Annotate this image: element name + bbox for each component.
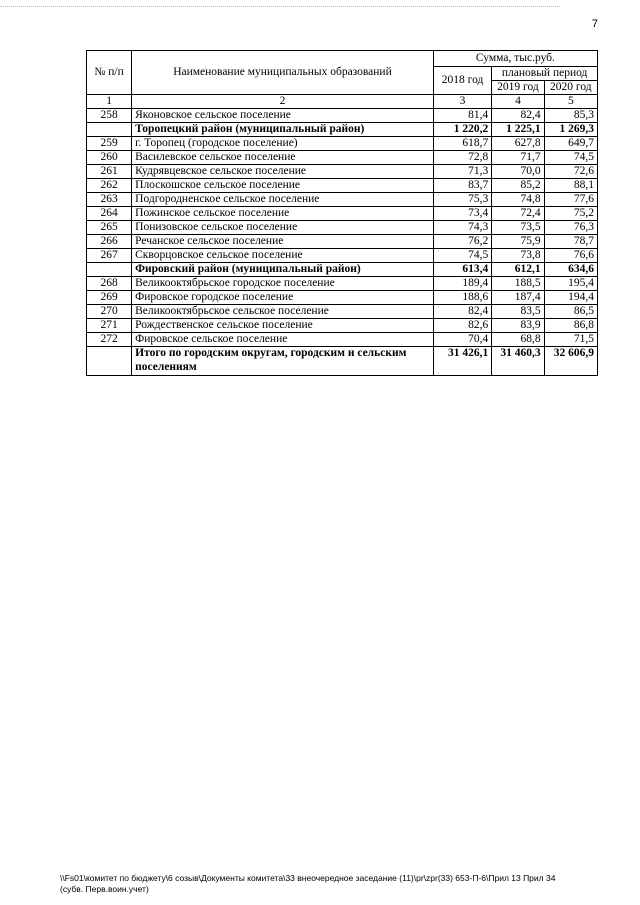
scan-top-rule xyxy=(0,6,560,7)
row-value-2020: 1 269,3 xyxy=(544,123,597,137)
table-row xyxy=(87,179,598,193)
header-year-2019: 2019 год xyxy=(492,81,544,95)
total-row xyxy=(87,347,598,376)
row-value-2019: 71,7 xyxy=(492,151,544,165)
row-number: 268 xyxy=(87,277,132,291)
row-value-2018: 72,8 xyxy=(433,151,491,165)
table-row xyxy=(87,291,598,305)
row-name: Великооктябрьское сельское поселение xyxy=(132,305,434,319)
row-value-2019: 83,5 xyxy=(492,305,544,319)
row-value-2020: 86,8 xyxy=(544,319,597,333)
row-value-2018: 188,6 xyxy=(433,291,491,305)
footer-file-path: \\Fs01\комитет по бюджету\6 созыв\Документы комитета\33 внеочередное заседание (11)\pr\zpr(33) 653-П-6\Прил 13 Прил 34 (субв. Перв.воин.учет) xyxy=(60,873,556,894)
row-value-2019: 68,8 xyxy=(492,333,544,347)
row-number xyxy=(87,123,132,137)
row-value-2019: 75,9 xyxy=(492,235,544,249)
row-value-2018: 189,4 xyxy=(433,277,491,291)
row-value-2020: 76,3 xyxy=(544,221,597,235)
table-row xyxy=(87,305,598,319)
row-value-2018: 82,4 xyxy=(433,305,491,319)
row-value-2020: 72,6 xyxy=(544,165,597,179)
row-value-2018: 73,4 xyxy=(433,207,491,221)
row-number: 261 xyxy=(87,165,132,179)
header-plan-period: плановый период xyxy=(492,67,598,81)
row-value-2019: 188,5 xyxy=(492,277,544,291)
row-value-2020: 649,7 xyxy=(544,137,597,151)
table-row xyxy=(87,333,598,347)
column-index-cell: 1 xyxy=(87,95,132,109)
row-number: 259 xyxy=(87,137,132,151)
row-value-2019: 1 225,1 xyxy=(492,123,544,137)
total-number xyxy=(87,347,132,376)
row-value-2019: 70,0 xyxy=(492,165,544,179)
row-number: 272 xyxy=(87,333,132,347)
row-value-2020: 76,6 xyxy=(544,249,597,263)
row-value-2020: 71,5 xyxy=(544,333,597,347)
row-value-2018: 74,5 xyxy=(433,249,491,263)
district-row xyxy=(87,263,598,277)
row-name: Скворцовское сельское поселение xyxy=(132,249,434,263)
column-index-cell: 5 xyxy=(544,95,597,109)
row-value-2019: 74,8 xyxy=(492,193,544,207)
table-row xyxy=(87,109,598,123)
row-value-2019: 82,4 xyxy=(492,109,544,123)
row-value-2018: 74,3 xyxy=(433,221,491,235)
total-value-2019: 31 460,3 xyxy=(492,347,544,376)
row-value-2018: 83,7 xyxy=(433,179,491,193)
total-value-2018: 31 426,1 xyxy=(433,347,491,376)
row-number: 263 xyxy=(87,193,132,207)
district-row xyxy=(87,123,598,137)
table-row xyxy=(87,207,598,221)
row-name: Плоскошское сельское поселение xyxy=(132,179,434,193)
row-value-2020: 195,4 xyxy=(544,277,597,291)
row-value-2020: 85,3 xyxy=(544,109,597,123)
row-name: г. Торопец (городское поселение) xyxy=(132,137,434,151)
table-row xyxy=(87,137,598,151)
table-row xyxy=(87,249,598,263)
row-name: Торопецкий район (муниципальный район) xyxy=(132,123,434,137)
header-num: № п/п xyxy=(87,51,132,95)
budget-table xyxy=(86,50,598,376)
table-row xyxy=(87,193,598,207)
row-value-2020: 77,6 xyxy=(544,193,597,207)
row-value-2020: 88,1 xyxy=(544,179,597,193)
row-value-2019: 73,8 xyxy=(492,249,544,263)
column-index-row xyxy=(87,95,598,109)
row-name: Речанское сельское поселение xyxy=(132,235,434,249)
row-value-2020: 634,6 xyxy=(544,263,597,277)
row-number: 265 xyxy=(87,221,132,235)
row-number: 271 xyxy=(87,319,132,333)
row-value-2018: 81,4 xyxy=(433,109,491,123)
header-year-2018: 2018 год xyxy=(433,67,491,95)
row-value-2019: 85,2 xyxy=(492,179,544,193)
row-value-2019: 83,9 xyxy=(492,319,544,333)
row-number: 270 xyxy=(87,305,132,319)
table-row xyxy=(87,151,598,165)
row-value-2020: 86,5 xyxy=(544,305,597,319)
row-number: 262 xyxy=(87,179,132,193)
header-sum: Сумма, тыс.руб. xyxy=(433,51,597,67)
row-name: Василевское сельское поселение xyxy=(132,151,434,165)
row-value-2018: 76,2 xyxy=(433,235,491,249)
row-name: Фировское городское поселение xyxy=(132,291,434,305)
column-index-cell: 3 xyxy=(433,95,491,109)
header-year-2020: 2020 год xyxy=(544,81,597,95)
row-value-2020: 78,7 xyxy=(544,235,597,249)
row-name: Подгородненское сельское поселение xyxy=(132,193,434,207)
row-value-2020: 74,5 xyxy=(544,151,597,165)
row-name: Кудрявцевское сельское поселение xyxy=(132,165,434,179)
row-number: 260 xyxy=(87,151,132,165)
table-row xyxy=(87,319,598,333)
table-row xyxy=(87,277,598,291)
table-body xyxy=(87,109,598,376)
row-value-2019: 72,4 xyxy=(492,207,544,221)
row-name: Рождественское сельское поселение xyxy=(132,319,434,333)
row-number xyxy=(87,263,132,277)
row-name: Фировское сельское поселение xyxy=(132,333,434,347)
column-index-cell: 4 xyxy=(492,95,544,109)
row-name: Понизовское сельское поселение xyxy=(132,221,434,235)
row-value-2018: 1 220,2 xyxy=(433,123,491,137)
row-value-2019: 612,1 xyxy=(492,263,544,277)
table-row xyxy=(87,221,598,235)
column-index-cell: 2 xyxy=(132,95,434,109)
row-value-2018: 618,7 xyxy=(433,137,491,151)
total-name: Итого по городским округам, городским и сельским поселениям xyxy=(132,347,434,376)
row-value-2019: 73,5 xyxy=(492,221,544,235)
total-value-2020: 32 606,9 xyxy=(544,347,597,376)
page-number: 7 xyxy=(591,18,598,30)
row-value-2018: 71,3 xyxy=(433,165,491,179)
row-value-2018: 75,3 xyxy=(433,193,491,207)
row-number: 264 xyxy=(87,207,132,221)
header-name: Наименование муниципальных образований xyxy=(132,51,434,95)
row-value-2020: 194,4 xyxy=(544,291,597,305)
row-number: 258 xyxy=(87,109,132,123)
row-number: 266 xyxy=(87,235,132,249)
row-name: Великооктябрьское городское поселение xyxy=(132,277,434,291)
table-row xyxy=(87,165,598,179)
row-name: Фировский район (муниципальный район) xyxy=(132,263,434,277)
row-value-2018: 82,6 xyxy=(433,319,491,333)
row-value-2020: 75,2 xyxy=(544,207,597,221)
row-value-2018: 70,4 xyxy=(433,333,491,347)
row-number: 269 xyxy=(87,291,132,305)
row-name: Пожинское сельское поселение xyxy=(132,207,434,221)
row-name: Яконовское сельское поселение xyxy=(132,109,434,123)
row-number: 267 xyxy=(87,249,132,263)
row-value-2018: 613,4 xyxy=(433,263,491,277)
row-value-2019: 187,4 xyxy=(492,291,544,305)
table-row xyxy=(87,235,598,249)
row-value-2019: 627,8 xyxy=(492,137,544,151)
